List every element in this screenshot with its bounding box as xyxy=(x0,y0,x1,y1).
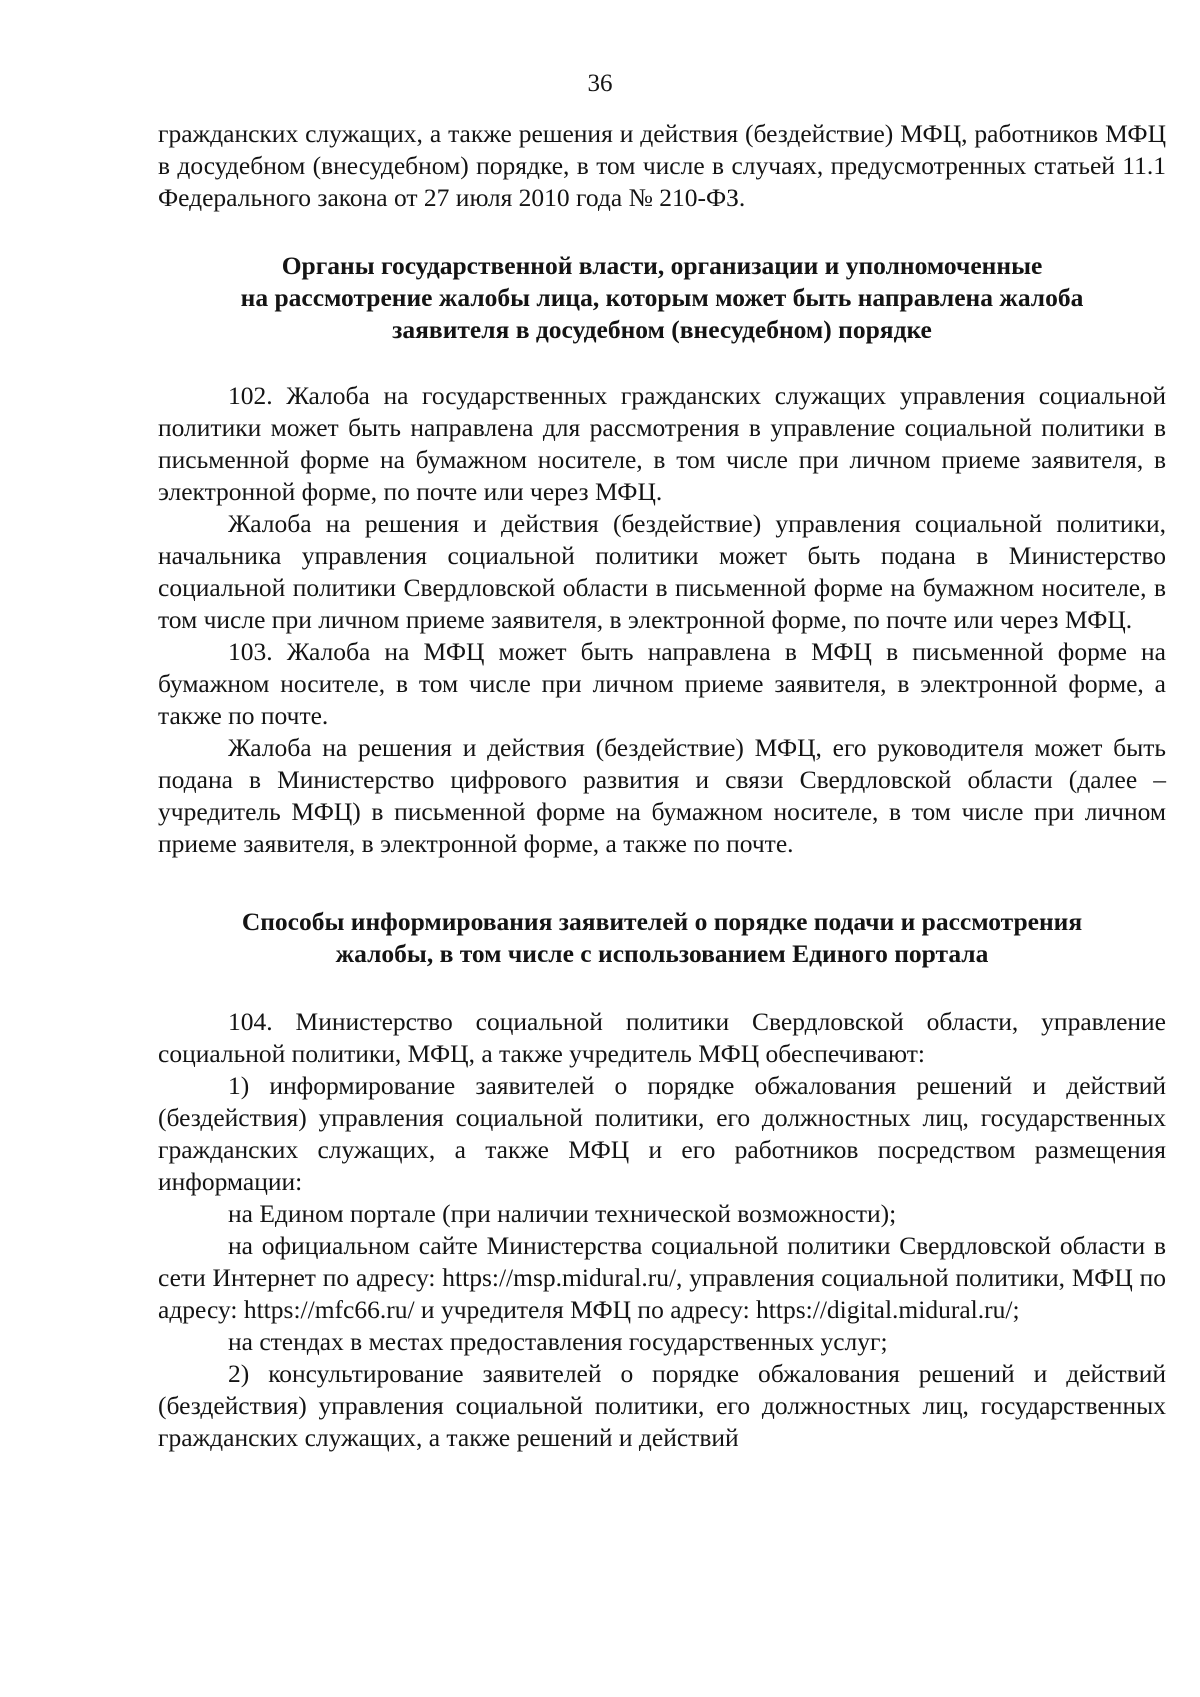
paragraph-103: 103. Жалоба на МФЦ может быть направлена в МФЦ в письменной форме на бумажном носителе, в том числе при личном приеме заявителя, в электронной форме, а также по почте. xyxy=(158,637,1166,730)
section-body-informing-methods xyxy=(158,1006,1166,1454)
heading-line: Органы государственной власти, организации и уполномоченные xyxy=(281,251,1043,280)
intro-paragraph: гражданских служащих, а также решения и действия (бездействие) МФЦ, работников МФЦ в досудебном (внесудебном) порядке, в том числе в случаях, предусмотренных статьей 11.1 Федерального закона от 27 июля 2010 года № 210-ФЗ. xyxy=(158,119,1166,212)
heading-line: заявителя в досудебном (внесудебном) порядке xyxy=(392,315,932,344)
paragraph-102: 102. Жалоба на государственных гражданских служащих управления социальной политики может быть направлена для рассмотрения в управление социальной политики в письменной форме на бумажном носителе, в том числе при личном приеме заявителя, в электронной форме, по почте или через МФЦ. xyxy=(158,381,1166,506)
heading-line: на рассмотрение жалобы лица, которым может быть направлена жалоба xyxy=(240,283,1084,312)
paragraph-104-item-1-websites: на официальном сайте Министерства социальной политики Свердловской области в сети Интернет по адресу: https://msp.midural.ru/, управления социальной политики, МФЦ по адресу: https://mfc66.ru/ и учредителя МФЦ по адресу: https://digital.midural.ru/; xyxy=(158,1231,1166,1324)
section-heading-complaint-bodies xyxy=(158,250,1166,346)
document-body xyxy=(158,118,1166,1454)
paragraph-102-continued: Жалоба на решения и действия (бездействие) управления социальной политики, начальника управления социальной политики может быть подана в Министерство социальной политики Свердловской области в письменной форме на бумажном носителе, в том числе при личном приеме заявителя, в электронной форме, по почте или через МФЦ. xyxy=(158,509,1166,634)
paragraph-104-item-1: 1) информирование заявителей о порядке обжалования решений и действий (бездействия) управления социальной политики, его должностных лиц, государственных гражданских служащих, а также МФЦ и его работников посредством размещения информации: xyxy=(158,1071,1166,1196)
heading-line: жалобы, в том числе с использованием Единого портала xyxy=(335,939,989,968)
paragraph-104: 104. Министерство социальной политики Свердловской области, управление социальной политики, МФЦ, а также учредитель МФЦ обеспечивают: xyxy=(158,1007,1166,1068)
paragraph-104-item-2: 2) консультирование заявителей о порядке обжалования решений и действий (бездействия) управления социальной политики, его должностных лиц, государственных гражданских служащих, а также решений и действий xyxy=(158,1359,1166,1452)
section-heading-informing-methods xyxy=(158,906,1166,970)
paragraph-104-item-1-portal: на Едином портале (при наличии технической возможности); xyxy=(228,1199,897,1228)
paragraph-103-continued: Жалоба на решения и действия (бездействие) МФЦ, его руководителя может быть подана в Министерство цифрового развития и связи Свердловской области (далее – учредитель МФЦ) в письменной форме на бумажном носителе, в том числе при личном приеме заявителя, в электронной форме, а также по почте. xyxy=(158,733,1166,858)
heading-line: Способы информирования заявителей о порядке подачи и рассмотрения xyxy=(241,907,1083,936)
paragraph-104-item-1-stands: на стендах в местах предоставления государственных услуг; xyxy=(228,1327,888,1356)
page-number: 36 xyxy=(587,70,613,97)
section-body-complaint-bodies xyxy=(158,380,1166,860)
